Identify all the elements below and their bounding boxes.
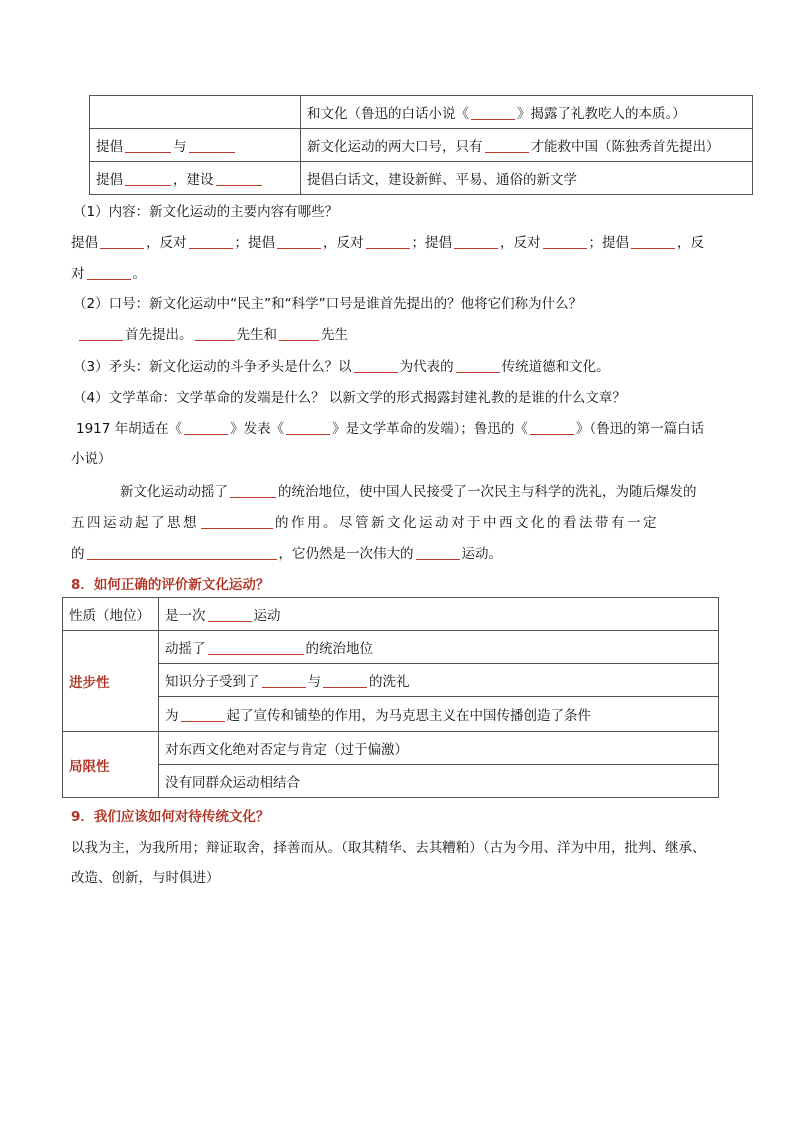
text: 运动: [253, 608, 281, 624]
cell-text: ，建设: [173, 172, 214, 188]
fill-blank[interactable]: [189, 138, 235, 153]
fill-blank[interactable]: [230, 483, 276, 498]
table-row: [63, 598, 719, 631]
cell-text: 才能救中国（陈独秀首先提出）: [530, 139, 720, 155]
table-cell: [90, 129, 301, 162]
table-cell: [159, 598, 719, 631]
fill-blank[interactable]: [125, 138, 171, 153]
text: 。: [132, 266, 146, 282]
text: 首先提出。: [125, 327, 193, 343]
fill-blank[interactable]: [471, 105, 515, 120]
question-4-answer-line-2: 小说）: [71, 451, 112, 467]
text: 的统治地位: [305, 641, 373, 657]
table-cell: 没有同群众运动相结合: [159, 765, 719, 798]
question-1-answer-line-1: [71, 231, 723, 251]
fill-blank[interactable]: [87, 545, 277, 560]
cell-text: 提倡: [96, 139, 123, 155]
question-4-title: （4）文学革命：文学革命的发端是什么？ 以新文学的形式揭露封建礼教的是谁的什么文章？: [73, 390, 626, 406]
text: 五四运动起了思想: [71, 515, 199, 531]
fill-blank[interactable]: [208, 640, 304, 655]
text: 》（鲁迅的第一篇白话: [575, 421, 705, 437]
text: ，反对: [146, 235, 187, 251]
section-9-answer-line-1: 以我为主，为我所用；辩证取舍，择善而从。（取其精华、去其糟粕）（古为今用、洋为中用，批判、继承、: [71, 840, 706, 856]
top-table: [89, 95, 753, 195]
table-cell: [159, 631, 719, 664]
fill-blank[interactable]: [181, 707, 225, 722]
fill-blank[interactable]: [416, 545, 460, 560]
table-row: [90, 162, 753, 195]
text: 》发表《: [230, 421, 285, 437]
fill-blank[interactable]: [195, 326, 235, 341]
text: 为代表的: [399, 359, 454, 375]
table-cell: [301, 129, 753, 162]
fill-blank[interactable]: [323, 673, 367, 688]
fill-blank[interactable]: [366, 234, 410, 249]
fill-blank[interactable]: [184, 420, 228, 435]
fill-blank[interactable]: [530, 420, 574, 435]
text: ，反对: [323, 235, 364, 251]
table-cell: [159, 664, 719, 697]
text: 是一次: [165, 608, 206, 624]
table-cell: [90, 162, 301, 195]
table-row: [63, 631, 719, 664]
cell-text: 新文化运动的两大口号，只有: [307, 139, 483, 155]
summary-line-2: [71, 511, 723, 531]
fill-blank[interactable]: [216, 171, 262, 186]
fill-blank[interactable]: [631, 234, 675, 249]
fill-blank[interactable]: [100, 234, 144, 249]
table-cell: 对东西文化绝对否定与肯定（过于偏激）: [159, 732, 719, 765]
table-row: [63, 732, 719, 765]
question-3: [73, 355, 610, 375]
text: 运动。: [461, 546, 502, 562]
evaluation-table: [62, 597, 719, 798]
cell-text: 和文化（鲁迅的白话小说《: [307, 106, 469, 122]
fill-blank[interactable]: [208, 607, 252, 622]
text: 的: [71, 546, 85, 562]
text: 传统道德和文化。: [501, 359, 610, 375]
question-1-title: （1）内容：新文化运动的主要内容有哪些？: [73, 204, 339, 220]
text: 先生: [321, 327, 348, 343]
fill-blank[interactable]: [79, 326, 123, 341]
row-label: 性质（地位）: [63, 598, 159, 631]
text: ，它仍然是一次伟大的: [278, 546, 414, 562]
fill-blank[interactable]: [354, 358, 398, 373]
text: 与: [307, 674, 321, 690]
table-cell: [301, 162, 753, 195]
fill-blank[interactable]: [543, 234, 587, 249]
progress-label: 进步性: [63, 631, 159, 732]
table-cell: [90, 96, 301, 129]
text: 提倡: [425, 235, 452, 251]
fill-blank[interactable]: [125, 171, 171, 186]
table-row: [63, 765, 719, 798]
cell-text: 提倡: [96, 172, 123, 188]
text: 1917 年胡适在《: [76, 421, 183, 437]
text: ，反: [677, 235, 704, 251]
text: （3）矛头：新文化运动的斗争矛头是什么？以: [73, 359, 352, 375]
table-row: [63, 697, 719, 732]
table-row: [63, 664, 719, 697]
section-9-heading: 9．我们应该如何对待传统文化？: [71, 809, 270, 825]
fill-blank[interactable]: [485, 138, 529, 153]
fill-blank[interactable]: [201, 514, 273, 529]
text: 对: [71, 266, 85, 282]
text: 提倡: [71, 235, 98, 251]
fill-blank[interactable]: [456, 358, 500, 373]
summary-line-1: [120, 480, 697, 500]
text: 新文化运动动摇了: [120, 484, 228, 500]
text: 起了宣传和铺垫的作用，为马克思主义在中国传播创造了条件: [226, 708, 591, 724]
text: 先生和: [236, 327, 277, 343]
table-row: [90, 96, 753, 129]
summary-line-3: [71, 542, 502, 562]
cell-text: 提倡白话文，建设新鲜、平易、通俗的新文学: [307, 172, 577, 188]
text: ；: [234, 235, 248, 251]
fill-blank[interactable]: [262, 673, 306, 688]
text: ，反对: [500, 235, 541, 251]
table-cell: [301, 96, 753, 129]
question-2-title: （2）口号：新文化运动中“民主”和“科学”口号是谁首先提出的？他将它们称为什么？: [73, 296, 583, 312]
section-9-answer-line-2: 改造、创新，与时俱进）: [71, 870, 220, 886]
text: 提倡: [248, 235, 275, 251]
limitation-label: 局限性: [63, 732, 159, 798]
section-8-heading: 8．如何正确的评价新文化运动？: [71, 577, 270, 593]
table-row: [90, 129, 753, 162]
text: 知识分子受到了: [165, 674, 260, 690]
text: ；: [411, 235, 425, 251]
text: 》是文学革命的发端）；鲁迅的《: [332, 421, 528, 437]
fill-blank[interactable]: [87, 265, 131, 280]
text: ；: [588, 235, 602, 251]
cell-text: 》揭露了礼教吃人的本质。）: [517, 106, 686, 122]
question-1-answer-line-2: [71, 262, 146, 282]
text: 动摇了: [165, 641, 206, 657]
question-4-answer-line-1: [76, 417, 704, 437]
text: 的洗礼: [369, 674, 410, 690]
table-cell: [159, 697, 719, 732]
question-2-answer: [77, 323, 348, 343]
text: 为: [165, 708, 179, 724]
fill-blank[interactable]: [454, 234, 498, 249]
fill-blank[interactable]: [277, 234, 321, 249]
text: 的统治地位，使中国人民接受了一次民主与科学的洗礼，为随后爆发的: [278, 484, 697, 500]
cell-text: 与: [173, 139, 187, 155]
fill-blank[interactable]: [286, 420, 330, 435]
fill-blank[interactable]: [189, 234, 233, 249]
text: 提倡: [602, 235, 629, 251]
fill-blank[interactable]: [279, 326, 319, 341]
text: 的作用。尽管新文化运动对于中西文化的看法带有一定: [275, 515, 659, 531]
